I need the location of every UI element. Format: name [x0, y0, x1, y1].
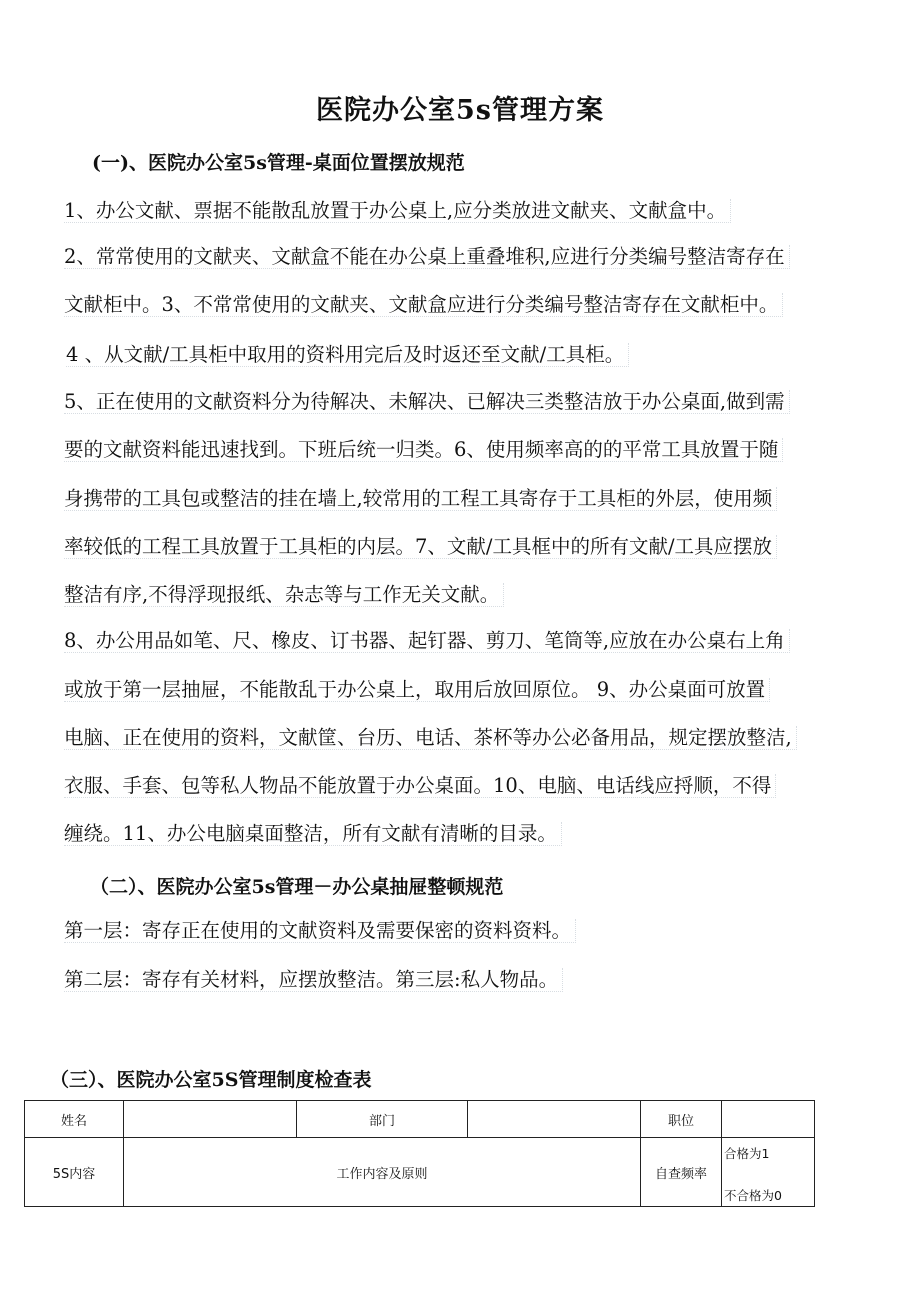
paragraph-text: 第一层：寄存正在使用的文献资料及需要保密的资料资料。	[64, 919, 576, 943]
section1-line-10	[64, 626, 790, 656]
paragraph-text: 5、正在使用的文献资料分为待解决、未解决、已解决三类整洁放于办公桌面,做到需	[64, 390, 790, 414]
section1-line-3	[64, 290, 783, 320]
position-label-cell: 职位	[641, 1101, 722, 1138]
paragraph-text: 4 、从文献/工具柜中取用的资料用完后及时返还至文献/工具柜。	[66, 343, 629, 367]
pass-label: 合格为1	[724, 1146, 770, 1161]
paragraph-text: 缠绕。11、办公电脑桌面整洁，所有文献有清晰的目录。	[64, 822, 562, 846]
table-row	[25, 1101, 815, 1138]
section1-line-12	[64, 723, 797, 753]
section1-heading: (一)、医院办公室5s管理-桌面位置摆放规范	[92, 152, 465, 174]
paragraph-text: 第二层：寄存有关材料，应摆放整洁。第三层:私人物品。	[64, 968, 563, 992]
freq-label-cell: 自查频率	[641, 1138, 722, 1207]
paragraph-text: 8、办公用品如笔、尺、橡皮、订书器、起钉器、剪刀、笔筒等,应放在办公桌右上角	[64, 629, 790, 653]
section1-line-5	[64, 387, 790, 417]
table-row	[25, 1138, 815, 1207]
section2-heading: （二）、医院办公室5s管理－办公桌抽屉整顿规范	[90, 876, 504, 898]
section1-line-7	[64, 484, 777, 514]
paragraph-text: 或放于第一层抽屉，不能散乱于办公桌上，取用后放回原位。 9、办公桌面可放置	[64, 678, 770, 702]
paragraph-text: 整洁有序,不得浮现报纸、杂志等与工作无关文献。	[64, 583, 504, 607]
paragraph-text: 电脑、正在使用的资料，文献筐、台历、电话、茶杯等办公必备用品，规定摆放整洁,	[64, 726, 797, 750]
name-value-cell[interactable]	[124, 1101, 297, 1138]
paragraph-text: 身携带的工具包或整洁的挂在墙上,较常用的工程工具寄存于工具柜的外层，使用频	[64, 487, 777, 511]
section1-line-4	[66, 340, 629, 370]
paragraph-text: 率较低的工程工具放置于工具柜的内层。7、文献/工具框中的所有文献/工具应摆放	[64, 535, 777, 559]
paragraph-text: 衣服、手套、包等私人物品不能放置于办公桌面。10、电脑、电话线应捋顺，不得	[64, 774, 776, 798]
document-title: 医院办公室5s管理方案	[316, 95, 604, 126]
dept-label-cell: 部门	[297, 1101, 468, 1138]
score-rule-cell	[722, 1138, 815, 1207]
section1-line-13	[64, 771, 776, 801]
section2-line-2	[64, 965, 563, 995]
section1-line-1	[64, 196, 731, 226]
section3-heading: （三）、医院办公室5S管理制度检查表	[50, 1069, 372, 1091]
section1-line-11	[64, 675, 770, 705]
inspection-table	[24, 1100, 815, 1207]
section1-line-14	[64, 819, 562, 849]
position-value-cell[interactable]	[722, 1101, 815, 1138]
section1-line-6	[64, 435, 783, 465]
paragraph-text: 文献柜中。3、不常常使用的文献夹、文献盒应进行分类编号整洁寄存在文献柜中。	[64, 293, 783, 317]
section1-line-8	[64, 532, 777, 562]
section2-line-1	[64, 916, 576, 946]
paragraph-text: 要的文献资料能迅速找到。下班后统一归类。6、使用频率高的的平常工具放置于随	[64, 438, 783, 462]
paragraph-text: 2、常常使用的文献夹、文献盒不能在办公桌上重叠堆积,应进行分类编号整洁寄存在	[64, 245, 790, 269]
content-label-cell: 5S内容	[25, 1138, 124, 1207]
name-label-cell: 姓名	[25, 1101, 124, 1138]
work-label-cell: 工作内容及原则	[124, 1138, 641, 1207]
dept-value-cell[interactable]	[468, 1101, 641, 1138]
section1-line-9	[64, 580, 504, 610]
section1-line-2	[64, 242, 790, 272]
fail-label: 不合格为0	[724, 1188, 782, 1203]
paragraph-text: 1、办公文献、票据不能散乱放置于办公桌上,应分类放进文献夹、文献盒中。	[64, 199, 731, 223]
